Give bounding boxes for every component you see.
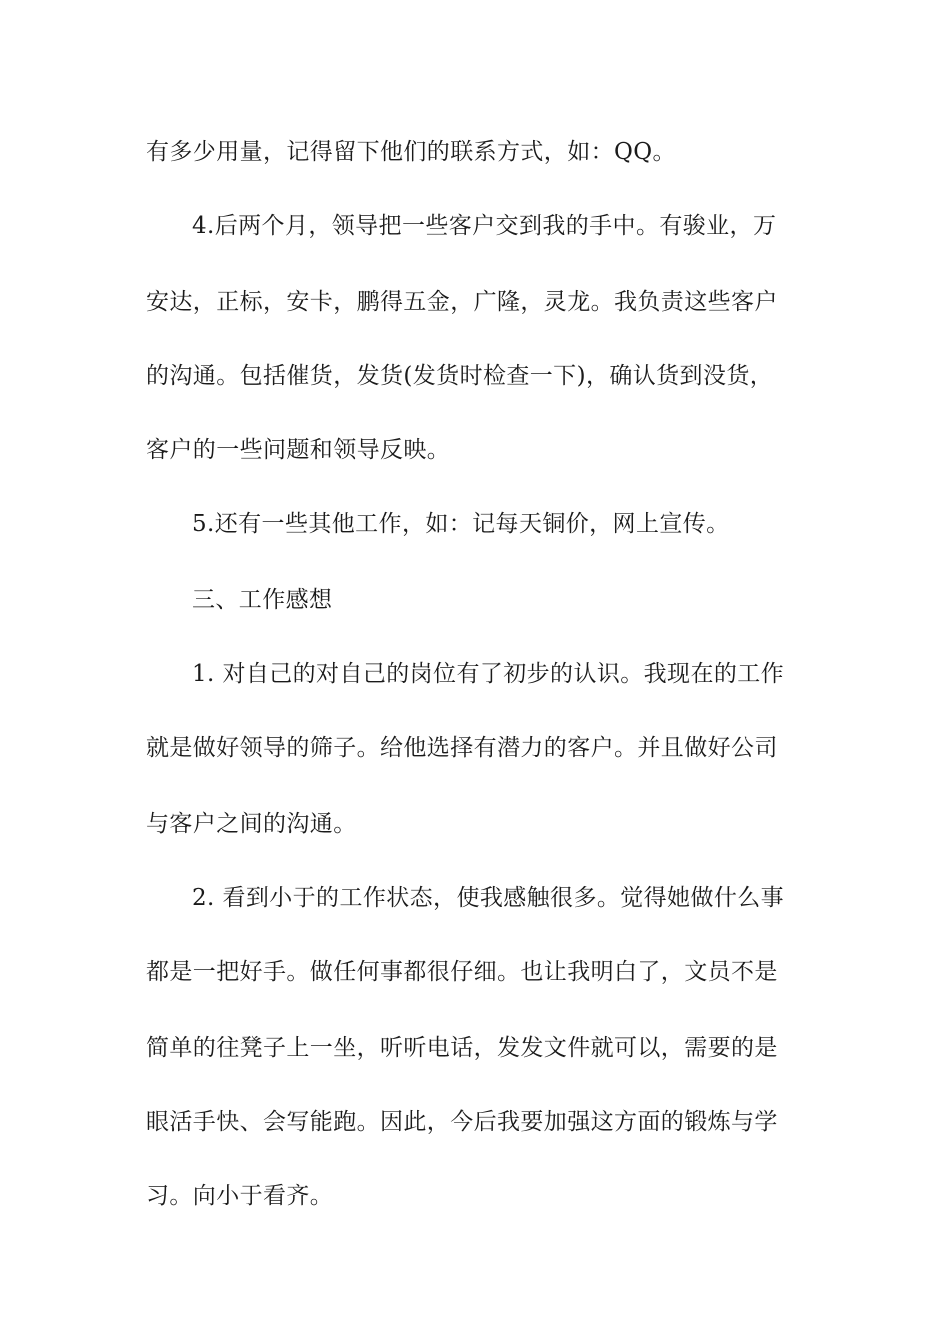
text-line: 5.还有一些其他工作，如：记每天铜价，网上宣传。 — [192, 511, 730, 537]
text-line: 4.后两个月，领导把一些客户交到我的手中。有骏业，万 — [192, 213, 777, 239]
text-line: 有多少用量，记得留下他们的联系方式，如：QQ。 — [146, 139, 676, 165]
text-line: 眼活手快、会写能跑。因此，今后我要加强这方面的锻炼与学 — [146, 1109, 778, 1135]
text-line: 客户的一些问题和领导反映。 — [146, 437, 451, 463]
section-heading: 三、工作感想 — [192, 587, 333, 613]
text-line: 的沟通。包括催货，发货(发货时检查一下)，确认货到没货， — [146, 363, 774, 389]
text-line: 1. 对自己的对自己的岗位有了初步的认识。我现在的工作 — [192, 661, 785, 687]
text-line: 就是做好领导的筛子。给他选择有潜力的客户。并且做好公司 — [146, 735, 778, 761]
text-line: 都是一把好手。做任何事都很仔细。也让我明白了，文员不是 — [146, 959, 778, 985]
text-line: 安达，正标，安卡，鹏得五金，广隆，灵龙。我负责这些客户 — [146, 289, 778, 315]
text-line: 2. 看到小于的工作状态，使我感触很多。觉得她做什么事 — [192, 885, 785, 911]
text-line: 习。向小于看齐。 — [146, 1183, 334, 1209]
text-line: 与客户之间的沟通。 — [146, 811, 357, 837]
text-line: 简单的往凳子上一坐，听听电话，发发文件就可以，需要的是 — [146, 1035, 778, 1061]
